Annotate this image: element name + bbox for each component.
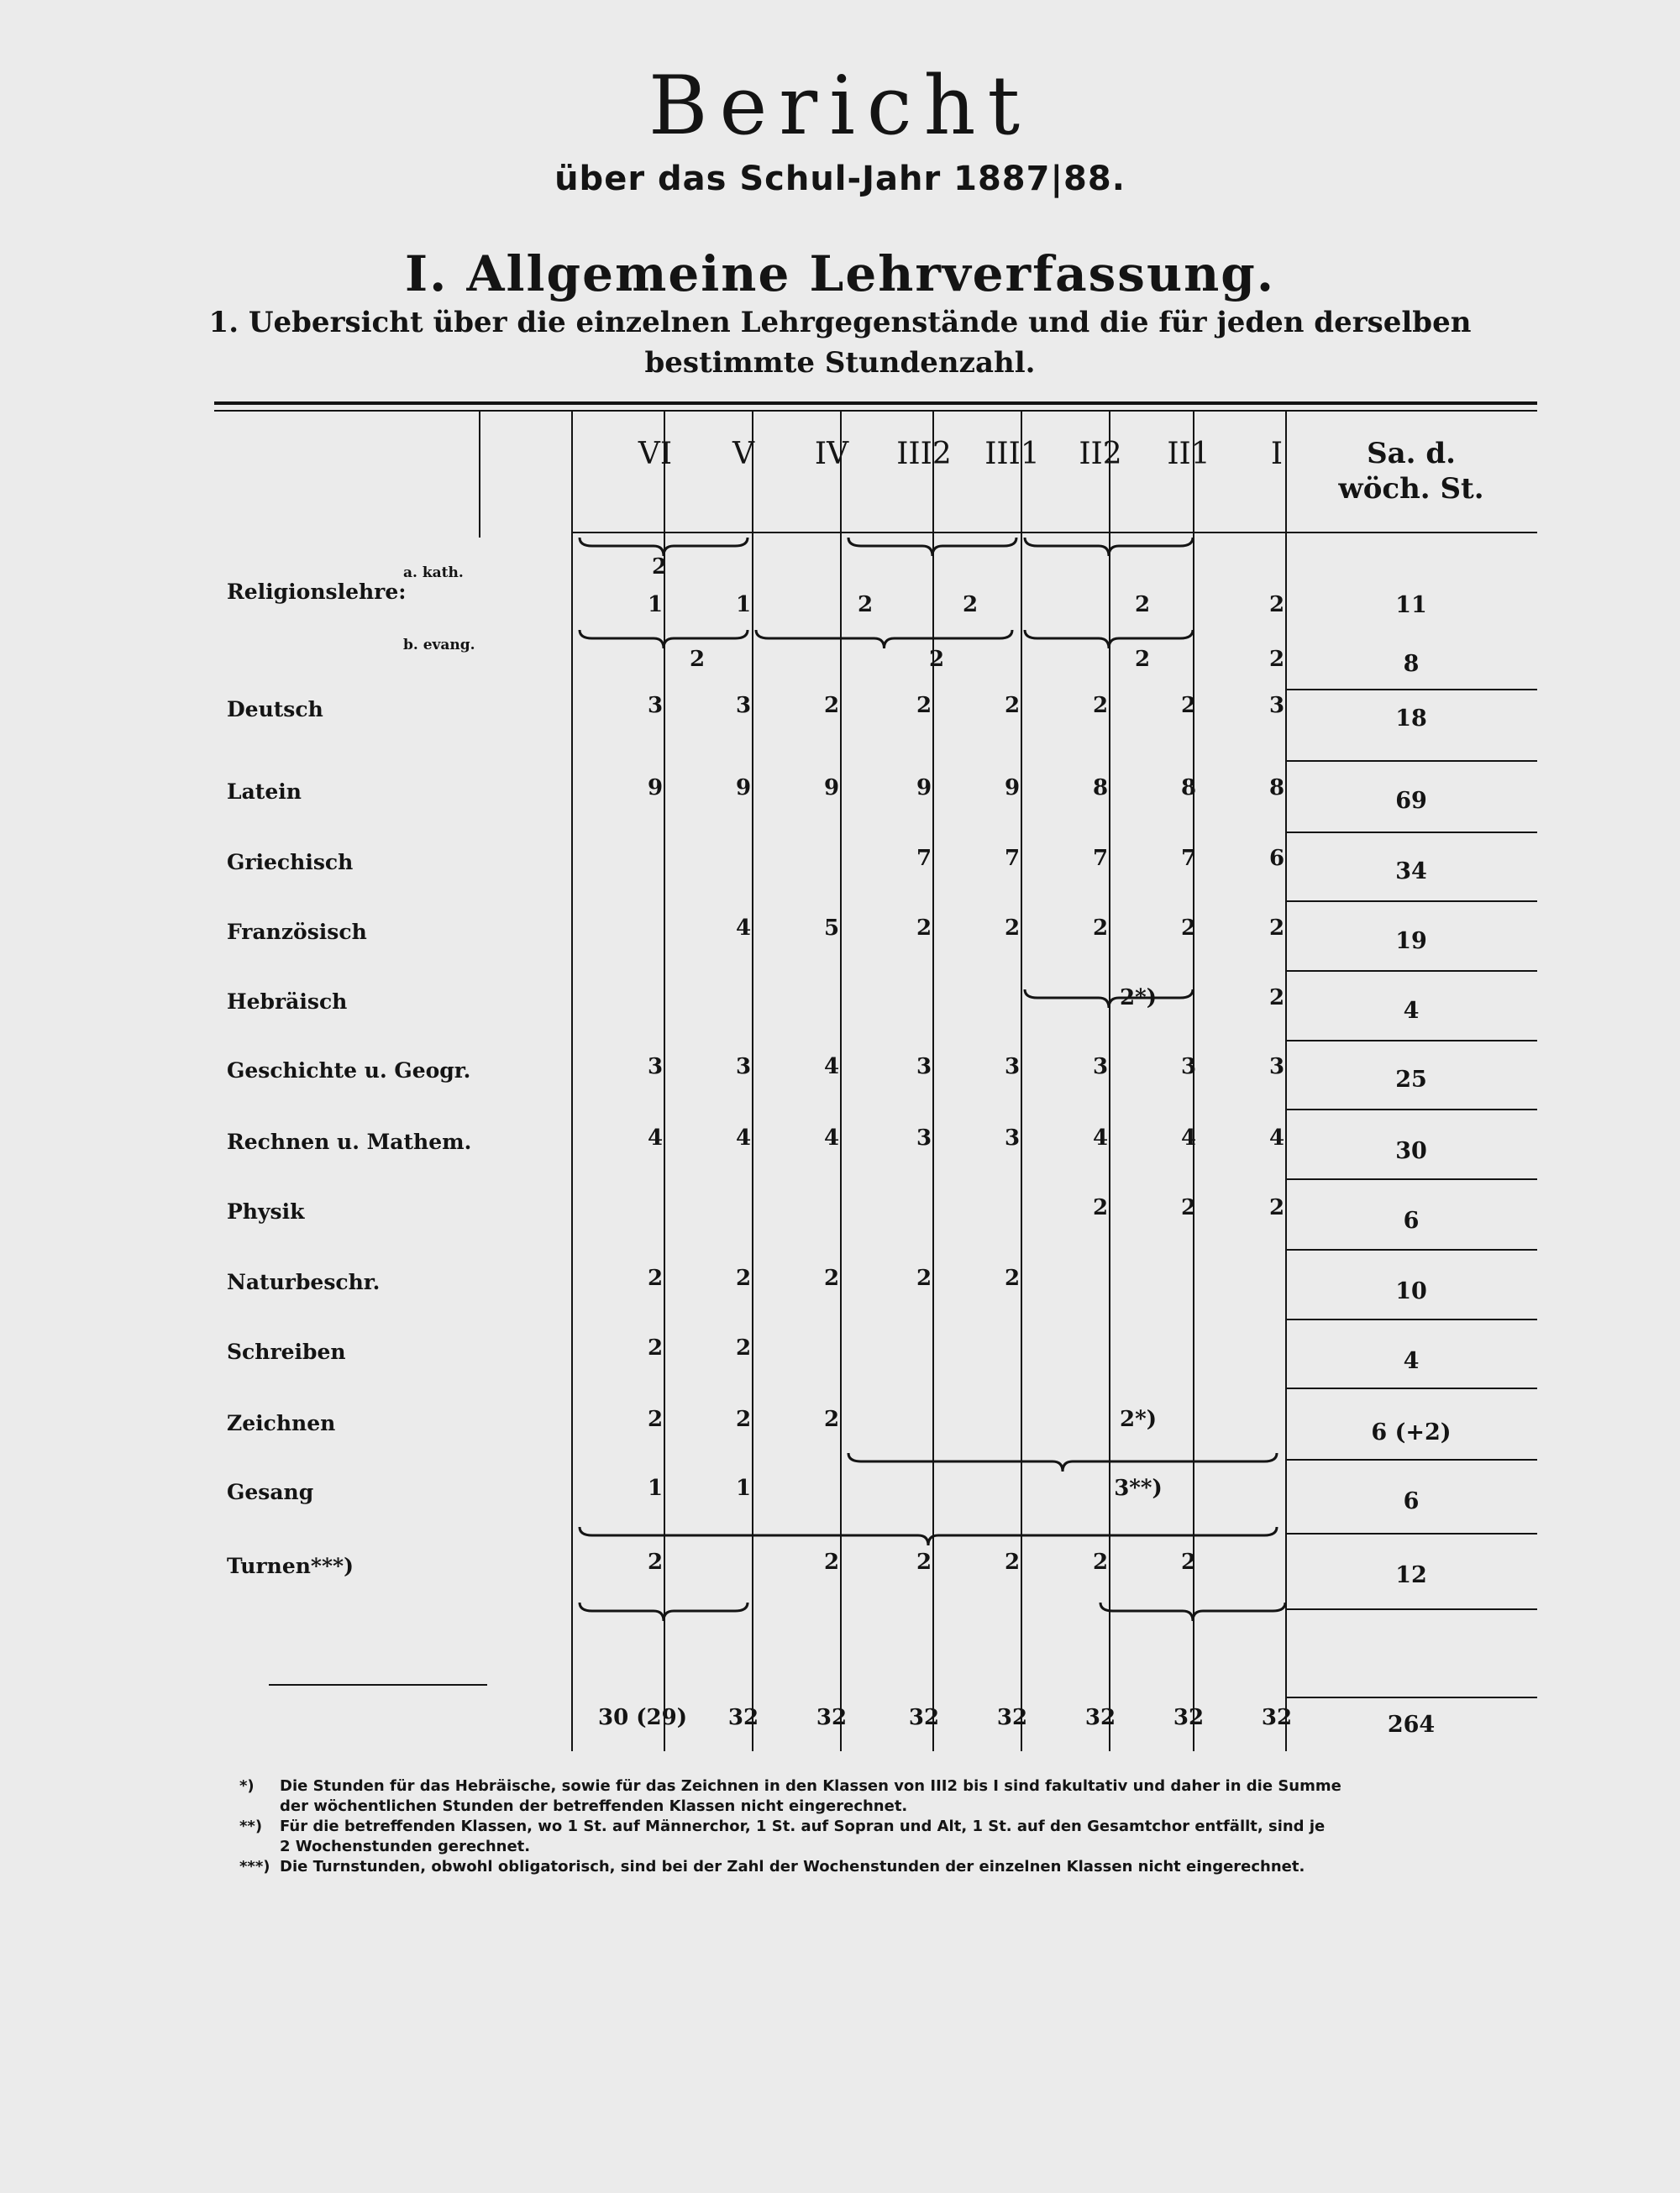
row-rule	[1285, 1178, 1537, 1180]
row-total: 4	[1403, 1348, 1420, 1374]
table-cell: 3**)	[1114, 1476, 1163, 1501]
column-header-7: I	[1270, 437, 1284, 471]
subject-label: Geschichte u. Geogr.	[227, 1058, 471, 1083]
table-cell: 3	[916, 1054, 932, 1079]
row-rule	[1285, 832, 1537, 833]
table-cell: 8	[1180, 775, 1197, 800]
header-bottom-rule	[571, 532, 1537, 533]
footnote-text: Die Stunden für das Hebräische, sowie für das Zeichnen in den Klassen von III2 bis I sind fakultativ und daher in die Summe	[280, 1777, 1341, 1795]
column-rule	[571, 412, 573, 1751]
table-cell: 7	[1180, 846, 1197, 871]
table-cell: 2	[735, 1407, 752, 1432]
table-cell: 3	[1268, 693, 1285, 718]
table-cell: 3	[647, 693, 664, 718]
row-total: 25	[1395, 1067, 1427, 1093]
footnote-mark: *)	[239, 1777, 255, 1795]
religion-evang-cell: 2	[689, 647, 706, 672]
table-cell: 2	[823, 693, 840, 718]
table-cell: 2	[1092, 693, 1109, 718]
row-total: 6 (+2)	[1371, 1419, 1452, 1445]
subject-label: Gesang	[227, 1480, 314, 1504]
footnote-mark: **)	[239, 1818, 263, 1835]
row-total: 12	[1395, 1562, 1427, 1588]
table-cell: 4	[823, 1054, 840, 1079]
table-cell: 2	[916, 915, 932, 941]
row-rule	[1285, 689, 1537, 690]
row-rule	[1285, 1459, 1537, 1461]
table-cell: 1	[647, 1476, 664, 1501]
religion-kath-cell: 1	[647, 592, 664, 617]
subject-label: Naturbeschr.	[227, 1270, 381, 1294]
table-cell: 3	[1092, 1054, 1109, 1079]
table-cell: 2	[916, 1266, 932, 1291]
row-total: 34	[1395, 858, 1427, 884]
footnote-text: der wöchentlichen Stunden der betreffenden Klassen nicht eingerechnet.	[280, 1797, 908, 1815]
footnote-line	[239, 1797, 907, 1816]
footnote-text: Für die betreffenden Klassen, wo 1 St. auf Männerchor, 1 St. auf Sopran und Alt, 1 St. auf den Gesamtchor entfällt, sind je	[280, 1818, 1326, 1835]
footnote-line	[239, 1837, 530, 1856]
table-cell: 9	[823, 775, 840, 800]
religion-kath-cell: 2	[857, 592, 874, 617]
row-total: 4	[1403, 998, 1420, 1024]
footnote-text: Die Turnstunden, obwohl obligatorisch, sind bei der Zahl der Wochenstunden der einzelnen Klassen nicht eingerechnet.	[280, 1858, 1305, 1876]
sum-cell: 32	[1261, 1705, 1293, 1730]
column-header-1: V	[732, 437, 754, 471]
sum-header-line1: Sa. d.	[1367, 437, 1456, 470]
subject-label: Schreiben	[227, 1340, 346, 1364]
sum-row-rule	[269, 1684, 487, 1686]
sum-header-line2: wöch. St.	[1338, 472, 1484, 506]
table-cell: 4	[735, 915, 752, 941]
sum-cell: 30 (29)	[597, 1705, 688, 1730]
table-cell: 3	[735, 693, 752, 718]
row-total: 30	[1395, 1138, 1427, 1164]
table-cell: 2	[647, 1335, 664, 1361]
sum-cell: 32	[727, 1705, 759, 1730]
sum-cell: 32	[908, 1705, 940, 1730]
subject-label: Griechisch	[227, 850, 354, 874]
religion-evang-cell: 2	[928, 647, 945, 672]
footnote-mark: ***)	[239, 1858, 270, 1876]
table-cell: 2	[1268, 915, 1285, 941]
table-cell: 2	[1004, 693, 1021, 718]
religion-evang-label: b. evang.	[403, 637, 475, 653]
table-cell: 2*)	[1120, 1407, 1157, 1432]
table-cell: 2	[1004, 1550, 1021, 1575]
brace-gesang	[580, 1527, 1277, 1545]
footnote-line	[239, 1857, 1305, 1876]
row-rule	[1285, 1109, 1537, 1110]
column-header-5: II2	[1079, 437, 1122, 471]
subject-label: Rechnen u. Mathem.	[227, 1130, 472, 1154]
religion-kath-cell: 2	[1268, 592, 1285, 617]
subsection-heading-line1: 1. Uebersicht über die einzelnen Lehrgegenstände und die für jeden derselben	[208, 306, 1472, 339]
table-cell: 3	[1004, 1054, 1021, 1079]
row-total: 18	[1395, 706, 1427, 732]
left-column-rule	[479, 412, 480, 538]
table-cell: 9	[647, 775, 664, 800]
table-cell: 9	[1004, 775, 1021, 800]
row-total: 19	[1395, 928, 1427, 954]
table-top-rule-thin	[214, 410, 1537, 412]
religion-kath-cell: 1	[735, 592, 752, 617]
table-cell: 3	[647, 1054, 664, 1079]
religion-evang-cell: 2	[1268, 647, 1285, 672]
table-cell: 9	[916, 775, 932, 800]
table-cell: 3	[1180, 1054, 1197, 1079]
subject-label: Turnen***)	[227, 1554, 354, 1578]
row-rule	[1285, 1319, 1537, 1320]
table-cell: 2	[823, 1550, 840, 1575]
table-cell: 2	[916, 1550, 932, 1575]
row-rule	[1285, 1608, 1537, 1610]
religion-kath-cell: 2	[1134, 592, 1151, 617]
table-cell: 4	[1092, 1125, 1109, 1151]
sum-cell: 32	[996, 1705, 1028, 1730]
religion-evang-total: 8	[1403, 651, 1420, 677]
row-total: 10	[1395, 1278, 1427, 1304]
row-rule	[1285, 900, 1537, 902]
table-cell: 2	[1268, 985, 1285, 1010]
table-cell: 2*)	[1120, 985, 1157, 1010]
section-heading: I. Allgemeine Lehrverfassung.	[404, 245, 1276, 302]
subject-label: Französisch	[227, 920, 367, 944]
table-cell: 9	[735, 775, 752, 800]
table-cell: 4	[823, 1125, 840, 1151]
row-total: 6	[1403, 1208, 1420, 1234]
table-cell: 2	[647, 1407, 664, 1432]
table-cell: 8	[1092, 775, 1109, 800]
table-cell: 2	[1092, 915, 1109, 941]
column-header-0: VI	[638, 437, 673, 471]
sum-cell: 32	[1084, 1705, 1116, 1730]
table-cell: 7	[1004, 846, 1021, 871]
table-cell: 3	[1268, 1054, 1285, 1079]
religion-kath-brace-value: 2	[651, 554, 668, 580]
table-cell: 7	[916, 846, 932, 871]
footnote-text: 2 Wochenstunden gerechnet.	[280, 1838, 531, 1855]
table-cell: 4	[1268, 1125, 1285, 1151]
row-rule	[1285, 1533, 1537, 1535]
subject-label: Latein	[227, 779, 302, 804]
column-header-4: III1	[984, 437, 1040, 471]
column-header-3: III2	[896, 437, 952, 471]
table-cell: 2	[1004, 1266, 1021, 1291]
footnote-line	[239, 1817, 1325, 1836]
row-rule	[1285, 1249, 1537, 1251]
report-subtitle: über das Schul-Jahr 1887|88.	[554, 160, 1126, 198]
row-total: 6	[1403, 1488, 1420, 1514]
religion-evang-cell: 2	[1134, 647, 1151, 672]
table-cell: 2	[1004, 915, 1021, 941]
table-cell: 4	[1180, 1125, 1197, 1151]
row-rule	[1285, 760, 1537, 762]
row-rule	[1285, 1388, 1537, 1389]
religion-kath-cell: 2	[962, 592, 979, 617]
subject-label: Hebräisch	[227, 989, 348, 1014]
row-rule	[1285, 970, 1537, 972]
table-cell: 3	[1004, 1125, 1021, 1151]
table-cell: 2	[1180, 1550, 1197, 1575]
table-cell: 6	[1268, 846, 1285, 871]
table-cell: 4	[647, 1125, 664, 1151]
table-cell: 2	[1180, 1195, 1197, 1220]
column-header-6: II1	[1167, 437, 1210, 471]
subject-label: Physik	[227, 1199, 305, 1224]
brace-zeichnen	[848, 1453, 1277, 1472]
table-cell: 2	[735, 1266, 752, 1291]
subject-religion: Religionslehre:	[227, 580, 407, 604]
table-cell: 2	[916, 693, 932, 718]
table-cell: 2	[647, 1266, 664, 1291]
column-header-2: IV	[814, 437, 849, 471]
table-cell: 1	[735, 1476, 752, 1501]
subsection-heading-line2: bestimmte Stundenzahl.	[644, 346, 1036, 380]
table-cell: 2	[1092, 1550, 1109, 1575]
sum-cell: 32	[1173, 1705, 1205, 1730]
table-cell: 2	[1092, 1195, 1109, 1220]
table-cell: 2	[1268, 1195, 1285, 1220]
sum-cell: 32	[816, 1705, 848, 1730]
row-rule	[1285, 1040, 1537, 1041]
religion-kath-total: 11	[1395, 592, 1427, 618]
table-cell: 5	[823, 915, 840, 941]
table-cell: 2	[1180, 693, 1197, 718]
subject-label: Deutsch	[227, 697, 323, 721]
row-rule	[1285, 1697, 1537, 1698]
table-cell: 2	[647, 1550, 664, 1575]
table-cell: 2	[823, 1407, 840, 1432]
table-cell: 8	[1268, 775, 1285, 800]
table-cell: 3	[916, 1125, 932, 1151]
table-cell: 4	[735, 1125, 752, 1151]
subject-label: Zeichnen	[227, 1411, 336, 1435]
grand-total: 264	[1387, 1712, 1436, 1738]
table-cell: 7	[1092, 846, 1109, 871]
religion-kath-label: a. kath.	[403, 564, 464, 581]
row-total: 69	[1395, 788, 1427, 814]
table-cell: 2	[1180, 915, 1197, 941]
table-cell: 2	[823, 1266, 840, 1291]
footnote-line	[239, 1776, 1341, 1796]
table-cell: 3	[735, 1054, 752, 1079]
table-top-rule	[214, 401, 1537, 405]
table-cell: 2	[735, 1335, 752, 1361]
brace-religion-evang-iii	[756, 630, 1012, 648]
report-title: Bericht	[648, 59, 1032, 153]
